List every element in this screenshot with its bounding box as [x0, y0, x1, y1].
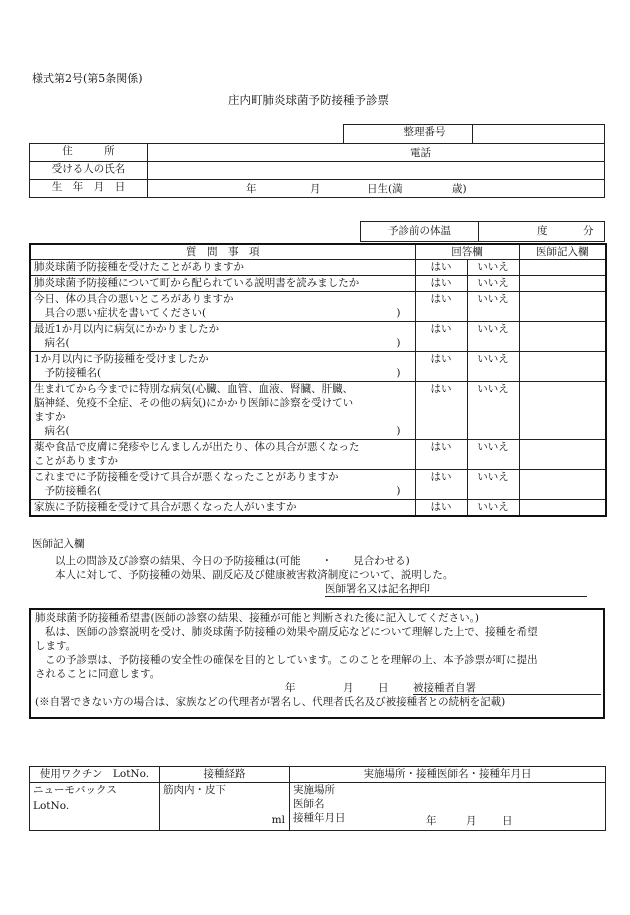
- doctor-note-cell[interactable]: [519, 470, 606, 500]
- temp-do: 度: [537, 225, 548, 237]
- answer-no[interactable]: いいえ: [467, 292, 519, 322]
- form-number: 様式第2号(第5条関係): [32, 72, 143, 85]
- question-line: 家族に予防接種を受けて具合が悪くなった人がいますか: [34, 501, 297, 513]
- question-table: [29, 243, 607, 517]
- temperature-field[interactable]: [479, 222, 605, 242]
- doctor-section: [29, 534, 605, 595]
- vac-month: 月: [466, 815, 477, 827]
- question-row: [30, 440, 606, 470]
- question-line: 予防接種名(: [34, 367, 102, 379]
- question-row: [30, 260, 606, 276]
- answer-no[interactable]: いいえ: [467, 352, 519, 382]
- question-line: 1か月以内に予防接種を受けましたか: [34, 353, 209, 365]
- question-row: [30, 470, 606, 500]
- doctor-col-header: 医師記入欄: [519, 244, 606, 260]
- address-field[interactable]: [148, 144, 473, 162]
- doctor-heading: 医師記入欄: [32, 538, 85, 550]
- form-title: 庄内町肺炎球菌予防接種予診票: [228, 93, 389, 107]
- question-row: [30, 500, 606, 517]
- doctor-note-cell[interactable]: [519, 352, 606, 382]
- vac-year: 年: [426, 815, 437, 827]
- question-line: ことがありますか: [34, 455, 118, 467]
- answer-yes[interactable]: はい: [415, 276, 467, 292]
- consent-p1b: します。: [35, 640, 77, 652]
- question-close-paren: ): [396, 485, 401, 497]
- question-line: 病名(: [34, 425, 70, 437]
- lot-label: LotNo.: [33, 800, 70, 812]
- question-close-paren: ): [396, 307, 401, 319]
- question-line: 脳神経、免疫不全症、その他の病気)にかかり医師に診察を受けてい: [34, 397, 354, 409]
- question-line: 具合の悪い症状を書いてください(: [34, 307, 207, 319]
- vaccine-table: [29, 766, 606, 831]
- consent-box: [29, 608, 605, 719]
- question-row: [30, 352, 606, 382]
- temperature-table: [360, 221, 605, 242]
- date-label: 接種年月日: [293, 812, 346, 824]
- birth-label: 生 年 月 日: [30, 180, 148, 198]
- route-text: 筋肉内・皮下: [163, 784, 226, 796]
- question-text: [30, 470, 415, 500]
- vaccine-col3-header: 実施場所・接種医師名・接種年月日: [290, 767, 606, 783]
- place-cell[interactable]: [290, 783, 606, 831]
- answer-yes[interactable]: はい: [415, 292, 467, 322]
- question-text: [30, 322, 415, 352]
- question-line: 病名(: [34, 337, 70, 349]
- route-cell[interactable]: [160, 783, 290, 831]
- consent-p2a: この予診票は、予防接種の安全性の確保を目的としています。このことを理解の上、本予診票が町に提出: [45, 654, 538, 666]
- question-text: [30, 276, 415, 292]
- phone-field[interactable]: [473, 144, 605, 162]
- doctor-note-cell[interactable]: [519, 500, 606, 517]
- question-text: [30, 500, 415, 517]
- question-line: 薬や食品で皮膚に発疹やじんましんが出たり、体の具合が悪くなった: [34, 441, 360, 453]
- doctor-note-cell[interactable]: [519, 276, 606, 292]
- question-line: ますか: [34, 411, 66, 423]
- doctor-sign-line[interactable]: [325, 596, 587, 597]
- doctor-note-cell[interactable]: [519, 382, 606, 440]
- age-unit: 歳): [452, 183, 467, 195]
- ml-unit: ml: [271, 814, 285, 826]
- consent-p2b: されることに同意します。: [35, 668, 161, 680]
- vaccine-col2-header: 接種経路: [160, 767, 290, 783]
- answer-yes[interactable]: はい: [415, 500, 467, 517]
- temperature-label: 予診前の体温: [361, 222, 479, 242]
- question-row: [30, 322, 606, 352]
- doctor-note-cell[interactable]: [519, 440, 606, 470]
- question-text: [30, 440, 415, 470]
- birth-day-age: 日生(満: [367, 183, 403, 195]
- answer-no[interactable]: いいえ: [467, 322, 519, 352]
- name-label: 受ける人の氏名: [30, 162, 148, 180]
- answer-yes[interactable]: はい: [415, 470, 467, 500]
- question-line: これまでに予防接種を受けて具合が悪くなったことがありますか: [34, 471, 339, 483]
- vaccine-name: ニューモバックス: [33, 784, 117, 796]
- question-row: [30, 276, 606, 292]
- question-close-paren: ): [396, 425, 401, 437]
- question-close-paren: ): [396, 337, 401, 349]
- question-header: 質 問 事 項: [30, 244, 415, 260]
- answer-yes[interactable]: はい: [415, 382, 467, 440]
- answer-yes[interactable]: はい: [415, 260, 467, 276]
- answer-no[interactable]: いいえ: [467, 260, 519, 276]
- question-line: 最近1か月以内に病気にかかりましたか: [34, 323, 220, 335]
- answer-no[interactable]: いいえ: [467, 470, 519, 500]
- answer-no[interactable]: いいえ: [467, 500, 519, 517]
- birth-month-unit: 月: [310, 183, 321, 195]
- name-field[interactable]: [148, 162, 605, 180]
- answer-yes[interactable]: はい: [415, 322, 467, 352]
- question-text: [30, 260, 415, 276]
- question-line: 肺炎球菌予防接種について町から配られている説明書を読みましたか: [34, 277, 360, 289]
- doctor-note-cell[interactable]: [519, 260, 606, 276]
- question-line: 予防接種名(: [34, 485, 102, 497]
- answer-header: 回答欄: [415, 244, 519, 260]
- doctor-note-cell[interactable]: [519, 292, 606, 322]
- question-row: [30, 292, 606, 322]
- vac-day: 日: [502, 815, 513, 827]
- answer-yes[interactable]: はい: [415, 440, 467, 470]
- question-row: [30, 382, 606, 440]
- answer-no[interactable]: いいえ: [467, 440, 519, 470]
- doctor-sign-label: 医師署名又は記名押印: [325, 583, 430, 595]
- doctor-note-cell[interactable]: [519, 322, 606, 352]
- answer-no[interactable]: いいえ: [467, 276, 519, 292]
- phone-label: 電話: [410, 147, 431, 159]
- consent-day: 日: [378, 682, 389, 694]
- address-label: 住 所: [30, 144, 148, 162]
- answer-no[interactable]: いいえ: [467, 382, 519, 440]
- place-label: 実施場所: [293, 784, 335, 796]
- answer-yes[interactable]: はい: [415, 352, 467, 382]
- temp-bu: 分: [583, 225, 594, 237]
- question-text: [30, 382, 415, 440]
- vaccine-name-cell[interactable]: [30, 783, 160, 831]
- question-line: 肺炎球菌予防接種を受けたことがありますか: [34, 261, 244, 273]
- birth-year-unit: 年: [246, 183, 257, 195]
- personal-info-table: [29, 124, 605, 198]
- question-line: 今日、体の具合の悪いところがありますか: [34, 293, 234, 305]
- consent-note: (※自署できない方の場合は、家族などの代理者が署名し、代理者氏名及び被接種者との続柄を記載): [35, 696, 506, 708]
- question-text: [30, 352, 415, 382]
- consent-p1a: 私は、医師の診察説明を受け、肺炎球菌予防接種の効果や副反応などについて理解した上で、接種を希望: [45, 626, 538, 638]
- consent-month: 月: [343, 682, 354, 694]
- consent-year: 年: [285, 682, 296, 694]
- consent-signer-label: 被接種者自署: [413, 682, 476, 694]
- doctor-line1: 以上の問診及び診察の結果、今日の予防接種は(可能 ・ 見合わせる): [55, 555, 410, 567]
- question-line: 生まれてから今までに特別な病気(心臓、血管、血液、腎臓、肝臓、: [34, 383, 354, 395]
- doctor-line2: 本人に対して、予防接種の効果、副反応及び健康被害救済制度について、説明した。: [55, 569, 454, 581]
- doctor-name-label: 医師名: [293, 798, 325, 810]
- question-text: [30, 292, 415, 322]
- consent-heading: 肺炎球菌予防接種希望書(医師の診察の結果、接種が可能と判断された後に記入してください。): [35, 612, 479, 624]
- birth-field[interactable]: [148, 180, 605, 198]
- vaccine-col1-header: 使用ワクチン LotNo.: [30, 767, 160, 783]
- seiri-field[interactable]: [473, 125, 605, 144]
- seiri-label: 整理番号: [344, 125, 473, 144]
- question-close-paren: ): [396, 367, 401, 379]
